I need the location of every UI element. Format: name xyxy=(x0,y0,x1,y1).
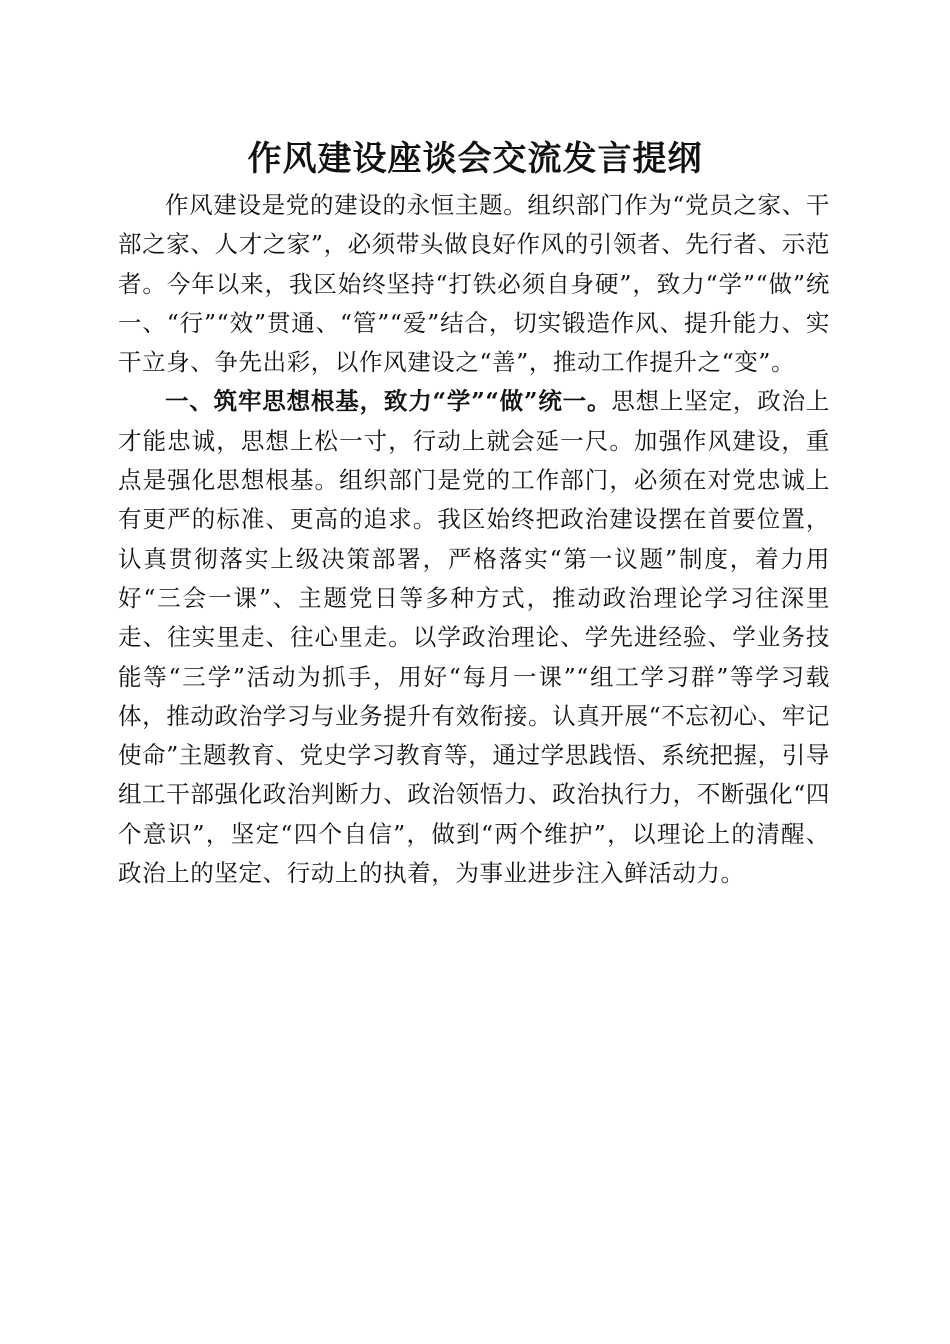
section-1-text: 思想上坚定，政治上才能忠诚，思想上松一寸，行动上就会延一尺。加强作风建设，重点是强化思想根基。组织部门是党的工作部门，必须在对党忠诚上有更严的标准、更高的追求。我区始终把政治建设摆在首要位置，认真贯彻落实上级决策部署，严格落实“第一议题”制度，着力用好“三会一课”、主题党日等多种方式，推动政治理论学习往深里走、往实里走、往心里走。以学政治理论、学先进经验、学业务技能等“三学”活动为抓手，用好“每月一课”“组工学习群”等学习载体，推动政治学习与业务提升有效衔接。认真开展“不忘初心、牢记使命”主题教育、党史学习教育等，通过学思践悟、系统把握，引导组工干部强化政治判断力、政治领悟力、政治执行力，不断强化“四个意识”，坚定“四个自信”，做到“两个维护”，以理论上的清醒、政治上的坚定、行动上的执着，为事业进步注入鲜活动力。 xyxy=(118,387,830,888)
document-body xyxy=(118,186,830,893)
section-1-heading: 一、筑牢思想根基，致力“学”“做”统一。 xyxy=(165,387,612,416)
intro-paragraph: 作风建设是党的建设的永恒主题。组织部门作为“党员之家、干部之家、人才之家”，必须带头做良好作风的引领者、先行者、示范者。今年以来，我区始终坚持“打铁必须自身硬”，致力“学”“做”统一、“行”“效”贯通、“管”“爱”结合，切实锻造作风、提升能力、实干立身、争先出彩，以作风建设之“善”，推动工作提升之“变”。 xyxy=(118,191,830,377)
section-1-paragraph xyxy=(118,382,830,893)
document-title: 作风建设座谈会交流发言提纲 xyxy=(247,139,703,179)
